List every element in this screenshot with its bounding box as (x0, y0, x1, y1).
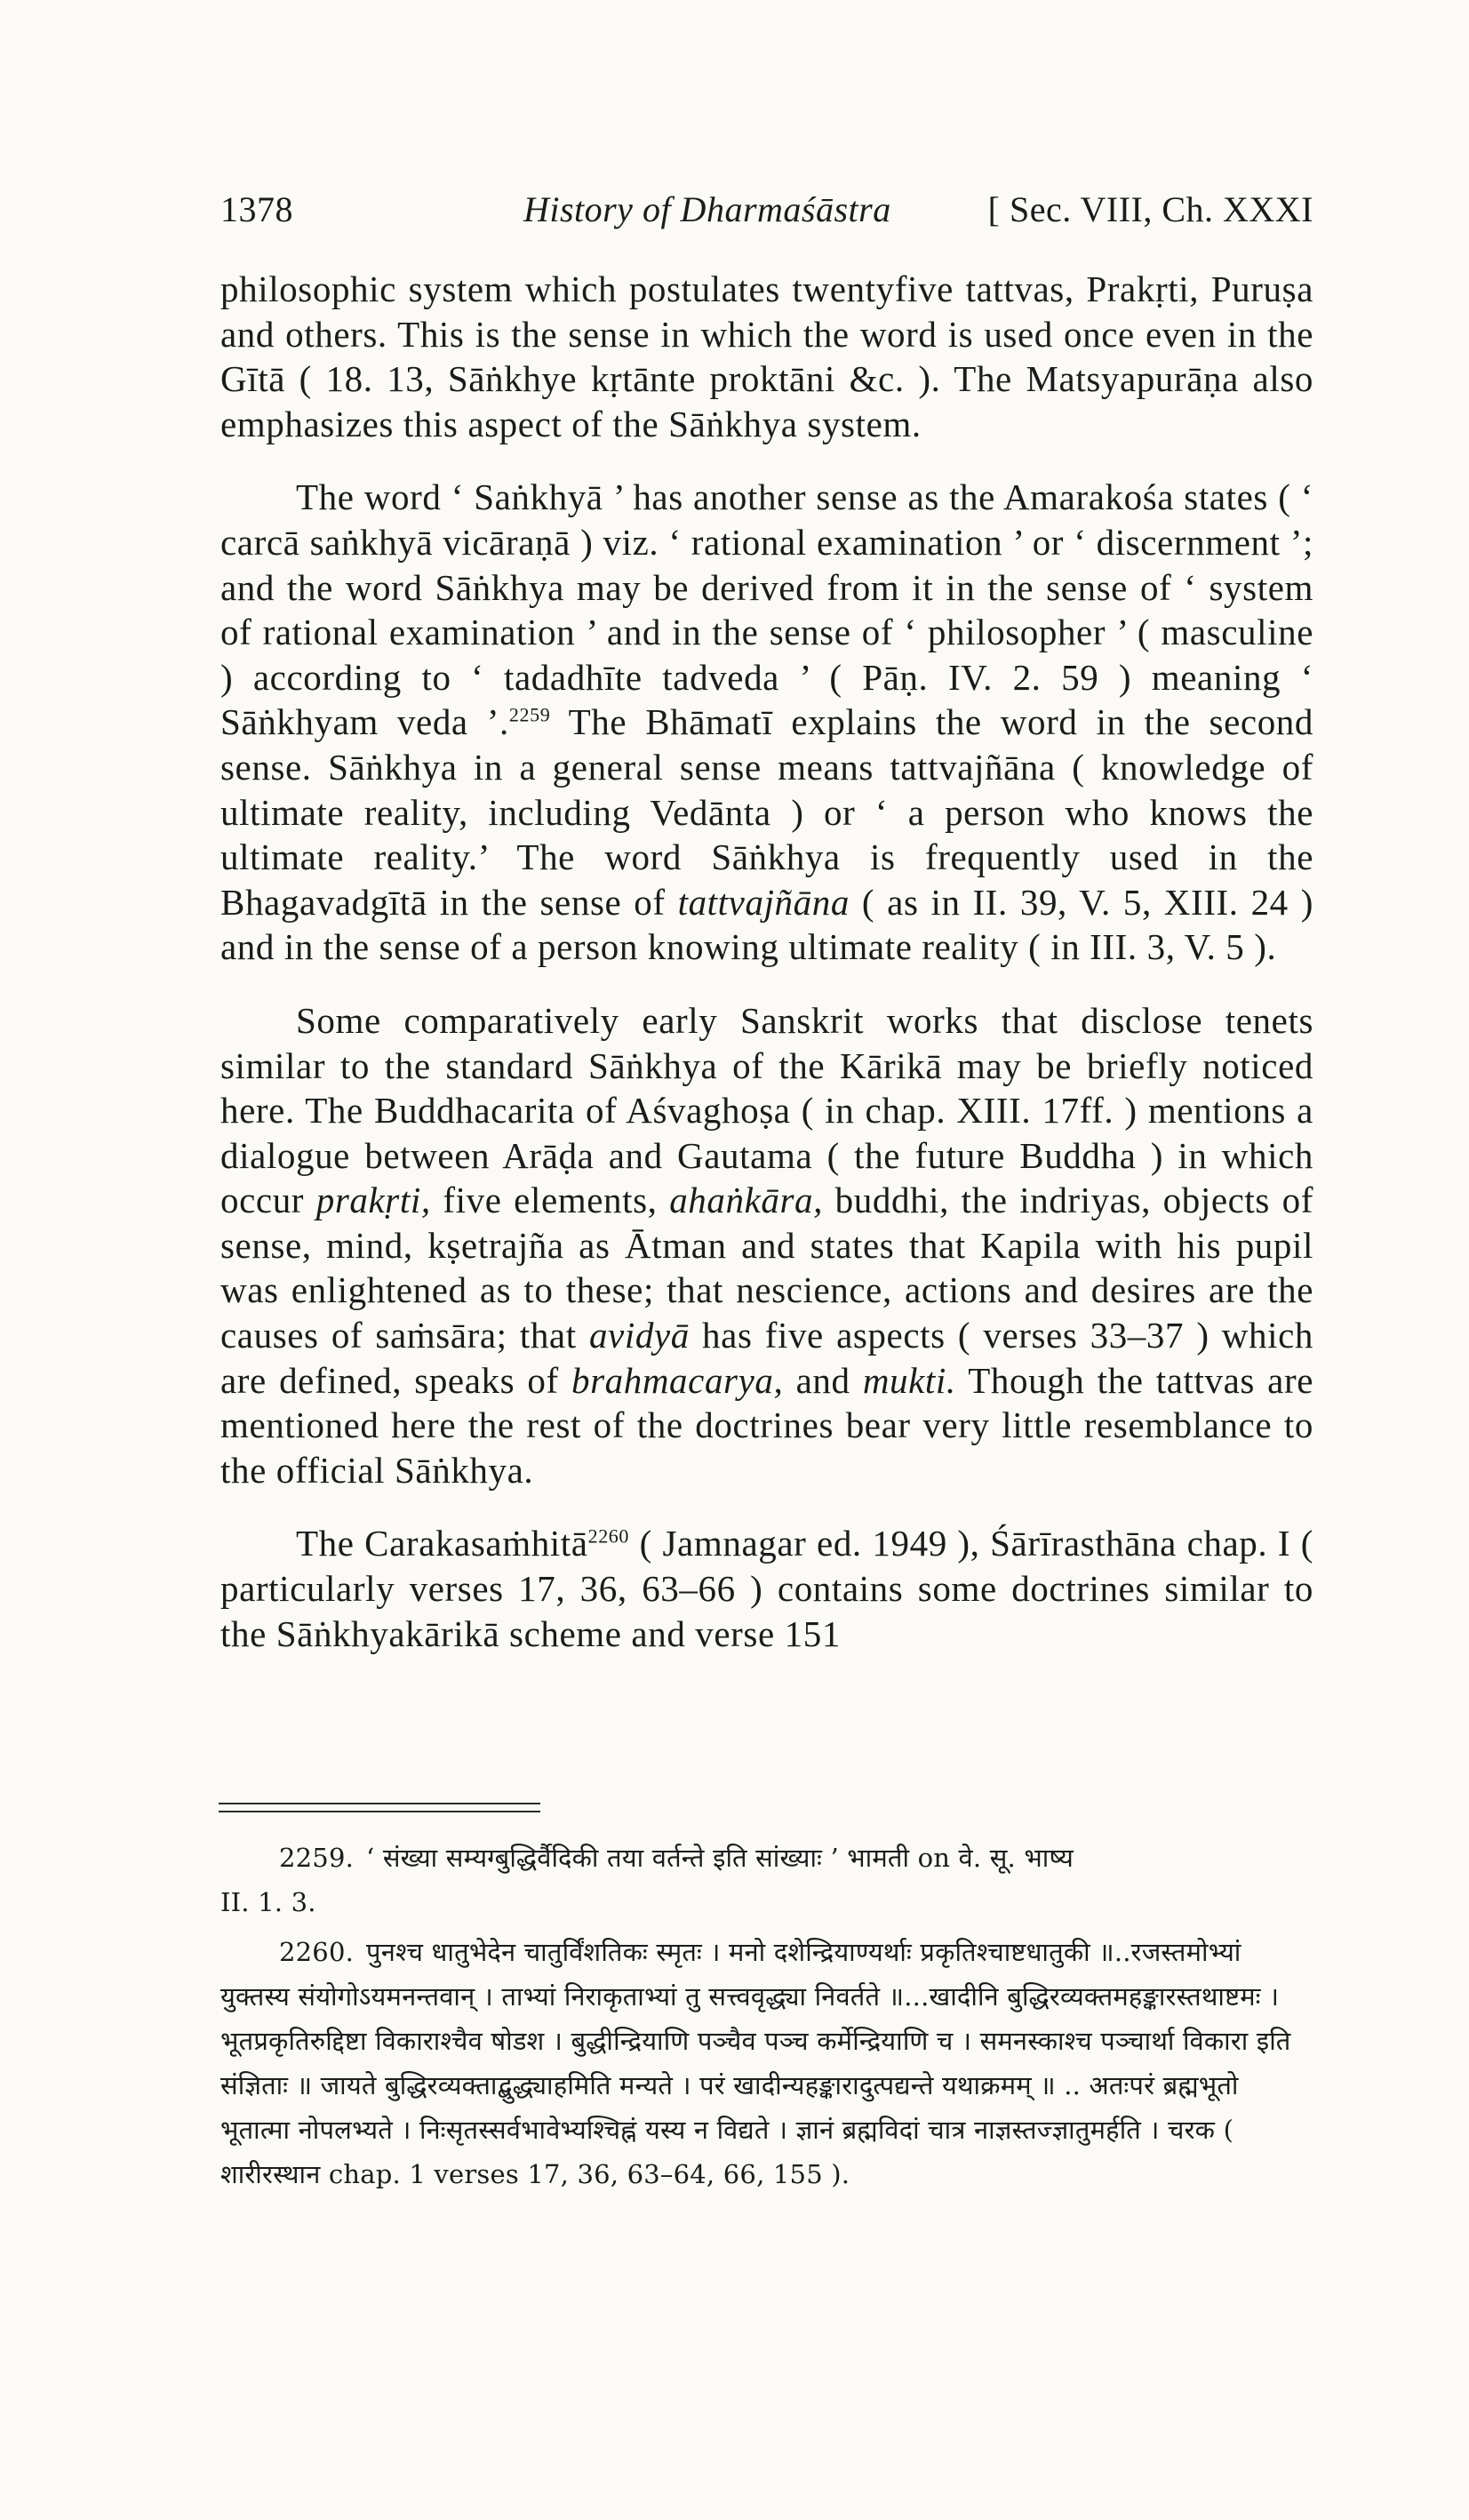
term-prakrti: prakṛti, (315, 1180, 431, 1221)
paragraph-2 (220, 475, 1313, 970)
paragraph-3-text: Some comparatively early Sanskrit works that disclose tenets similar to the standard Sāṅkhya of the Kārikā may be briefly noticed here. The Buddhacarita of Aśvaghoṣa ( in chap. XIII. 17ff. ) mentions a dialogue between Arāḍa and Gautama ( the future Buddha ) in which occur (220, 999, 1313, 1221)
footnote-number: 2260. (279, 1937, 355, 1967)
footnote-2260 (220, 1930, 1313, 2196)
footnote-text: पुनश्च धातुभेदेन चातुर्विंशतिकः स्मृतः । मनो दशेन्द्रियाण्यर्थाः प्रकृतिश्चाष्टधातुकी ॥..रजस्तमोभ्यां युक्तस्य संयोगोऽयमनन्तवान् । ताभ्यां निराकृताभ्यां तु सत्त्ववृद्ध्या निवर्तते ॥...खादीनि बुद्धिरव्यक्तमहङ्कारस्तथाष्टमः । भूतप्रकृतिरुद्दिष्टा विकाराश्चैव षोडश । बुद्धीन्द्रियाणि पञ्चैव पञ्च कर्मेन्द्रियाणि च । समनस्काश्च पञ्चार्था विकारा इति संज्ञिताः ॥ जायते बुद्धिरव्यक्ताद्बुद्ध्याहमिति मन्यते । परं खादीन्यहङ्कारादुत्पद्यन्ते यथाक्रमम् ॥ .. अतःपरं ब्रह्मभूतो भूतात्मा नोपलभ्यते । निःसृतस्सर्वभावेभ्यश्चिह्नं यस्य न विद्यते । ज्ञानं ब्रह्मविदां चात्र नाज्ञस्तज्ज्ञातुमर्हति । चरक ( शारीरस्थान chap. 1 verses 17, 36, 63–64, 66, 155 ). (220, 1937, 1291, 2189)
footnote-ref-2260[interactable]: 2260 (587, 1524, 629, 1548)
term-brahmacarya: brahmacarya, (571, 1359, 784, 1401)
term-ahankara: ahaṅkāra, (669, 1180, 824, 1221)
paragraph-1: philosophic system which postulates twentyfive tattvas, Prakṛti, Puruṣa and others. This is the sense in which the word is used once even in the Gītā ( 18. 13, Sāṅkhye kṛtānte proktāni &c. ). The Matsyapurāṇa also emphasizes this aspect of the Sāṅkhya system. (220, 268, 1313, 444)
term-tattvajnana: tattvajñāna (677, 881, 850, 923)
paragraph-3-mid4: and (783, 1359, 863, 1401)
footnote-number: 2259. (279, 1843, 355, 1873)
paragraph-3-end: Though the tattvas are mentioned here the rest of the doctrines bear very little resemblance to the official Sāṅkhya. (220, 1359, 1314, 1491)
term-avidya: avidyā (588, 1315, 690, 1356)
paragraph-3-mid3: has five aspects ( verses 33–37 ) which are defined, speaks of (220, 1315, 1313, 1401)
footnote-2259 (220, 1836, 1313, 1924)
paragraph-3-mid1: five elements, (430, 1180, 670, 1221)
footnote-rule-top (219, 1803, 540, 1804)
footnotes (220, 1836, 1313, 2202)
page-number: 1378 (220, 189, 293, 229)
paragraph-4 (220, 1521, 1313, 1656)
body-text (220, 267, 1313, 1684)
footnote-continuation: II. 1. 3. (220, 1887, 316, 1917)
paragraph-4-tail: ( Jamnagar ed. 1949 ), Śārīrasthāna chap. I ( particularly verses 17, 36, 63–66 ) contains some doctrines similar to the Sāṅkhyakārikā scheme and verse 151 (220, 1523, 1313, 1654)
footnote-rule-bottom (219, 1811, 540, 1812)
paragraph-2-text: The word ‘ Saṅkhyā ’ has another sense as the Amarakośa states ( ‘ carcā saṅkhyā vicāraṇā ) viz. ‘ rational examination ’ or ‘ discernment ’; and the word Sāṅkhya may be derived from it in the sense of ‘ system of rational examination ’ and in the sense of ‘ philosopher ’ ( masculine ) according to ‘ tadadhīte tadveda ’ ( Pāṇ. IV. 2. 59 ) meaning ‘ Sāṅkhyam veda ’. (220, 476, 1313, 743)
term-mukti: mukti. (862, 1359, 956, 1401)
footnote-text: ‘ संख्या सम्यग्बुद्धिर्वैदिकी तया वर्तन्ते इति सांख्याः ’ भामती on वे. सू. भाष्य (366, 1843, 1074, 1873)
paragraph-4-text: The Carakasaṁhitā (296, 1523, 588, 1564)
paragraph-2-tail: The Bhāmatī explains the word in the second sense. Sāṅkhya in a general sense means tattvajñāna ( knowledge of ultimate reality, including Vedānta ) or ‘ a person who knows the ultimate reality.’ The word Sāṅkhya is frequently used in the Bhagavadgītā in the sense of (220, 701, 1313, 923)
footnote-ref-2259[interactable]: 2259 (508, 703, 551, 726)
paragraph-2-end: ( as in II. 39, V. 5, XIII. 24 ) and in the sense of a person knowing ultimate reality ( in III. 3, V. 5 ). (220, 881, 1313, 968)
running-header (220, 188, 1313, 230)
paragraph-3 (220, 998, 1313, 1493)
section-label: [ Sec. VIII, Ch. XXXI (987, 189, 1313, 229)
paragraph-3-mid2: buddhi, the indriyas, objects of sense, mind, kṣetrajña as Ātman and states that Kapila with his pupil was enlightened as to these; that nescience, actions and desires are the causes of saṁsāra; that (220, 1180, 1313, 1356)
book-title: History of Dharmaśāstra (523, 189, 891, 229)
